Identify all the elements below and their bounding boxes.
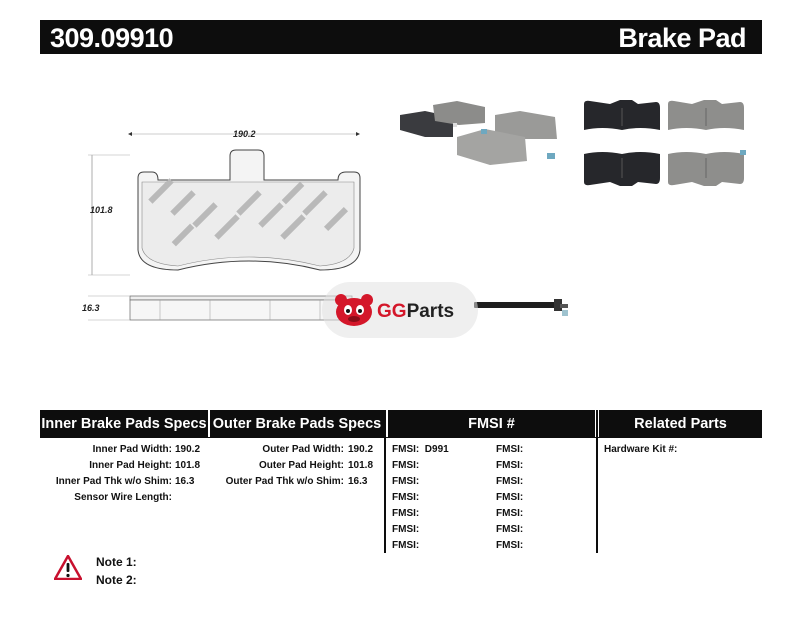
spec-row xyxy=(210,442,384,458)
outer-specs-list xyxy=(210,442,384,490)
related-row xyxy=(604,442,760,458)
fmsi-label: FMSI: xyxy=(392,508,420,519)
height-dimension: 101.8 xyxy=(90,205,113,215)
fmsi-row xyxy=(496,522,592,538)
note-1 xyxy=(96,555,137,569)
fmsi-row xyxy=(392,474,492,490)
spec-row xyxy=(40,490,210,506)
fmsi-row xyxy=(496,538,592,554)
fmsi-label: FMSI: xyxy=(496,492,524,503)
product-category: Brake Pad xyxy=(618,23,746,53)
outer-specs-header: Outer Brake Pads Specs xyxy=(210,410,384,438)
spec-label: Sensor Wire Length: xyxy=(74,492,172,503)
fmsi-label: FMSI: xyxy=(392,540,420,551)
spec-label: Inner Pad Height: xyxy=(89,460,172,471)
spec-value: 16.3 xyxy=(348,476,368,487)
fmsi-label: FMSI: xyxy=(496,476,524,487)
product-photo-faces xyxy=(580,96,748,188)
fmsi-label: FMSI: xyxy=(496,508,524,519)
spec-label: Inner Pad Thk w/o Shim: xyxy=(55,476,172,487)
product-photo-gray xyxy=(395,95,570,175)
spec-row xyxy=(210,474,384,490)
note-2 xyxy=(96,573,137,587)
related-parts-list xyxy=(604,442,760,458)
warning-icon xyxy=(54,555,82,580)
fmsi-label: FMSI: xyxy=(392,524,420,535)
fmsi-row xyxy=(392,458,492,474)
fmsi-list-right xyxy=(496,442,592,554)
spec-row xyxy=(210,458,384,474)
thickness-dimension: 16.3 xyxy=(82,303,100,313)
fmsi-row xyxy=(392,538,492,554)
note-label: Note 1: xyxy=(96,555,137,569)
fmsi-label: FMSI: xyxy=(392,444,420,455)
fmsi-row xyxy=(496,442,592,458)
column-divider xyxy=(384,410,386,553)
spec-value: 101.8 xyxy=(175,460,201,471)
watermark-brand-second: Parts xyxy=(406,301,455,322)
fmsi-label: FMSI: xyxy=(496,524,524,535)
spec-row xyxy=(40,458,210,474)
fmsi-row xyxy=(392,506,492,522)
note-label: Note 2: xyxy=(96,573,137,587)
fmsi-row xyxy=(496,474,592,490)
fmsi-row xyxy=(496,458,592,474)
watermark-text xyxy=(377,301,454,323)
spec-label: Outer Pad Height: xyxy=(258,460,344,471)
fmsi-row xyxy=(496,506,592,522)
inner-specs-list xyxy=(40,442,210,506)
spec-value: 101.8 xyxy=(348,460,374,471)
sensor-wire-image xyxy=(470,296,580,320)
fmsi-value: D991 xyxy=(424,444,449,455)
spec-row xyxy=(40,474,210,490)
spec-row xyxy=(40,442,210,458)
spec-value: 190.2 xyxy=(348,444,374,455)
fmsi-row xyxy=(392,442,492,458)
spec-label: Outer Pad Thk w/o Shim: xyxy=(225,476,344,487)
fmsi-row xyxy=(392,490,492,506)
header-rule xyxy=(40,437,762,438)
spec-label: Inner Pad Width: xyxy=(92,444,172,455)
fmsi-label: FMSI: xyxy=(496,444,524,455)
fmsi-label: FMSI: xyxy=(392,492,420,503)
inner-specs-header: Inner Brake Pads Specs xyxy=(40,410,208,438)
spec-value: 190.2 xyxy=(175,444,201,455)
fmsi-label: FMSI: xyxy=(496,460,524,471)
column-divider xyxy=(596,410,598,553)
fmsi-row xyxy=(392,522,492,538)
spec-label: Outer Pad Width: xyxy=(262,444,344,455)
part-number: 309.09910 xyxy=(50,23,174,53)
fmsi-label: FMSI: xyxy=(392,476,420,487)
fmsi-row xyxy=(496,490,592,506)
fmsi-list-left xyxy=(392,442,492,554)
ggparts-logo-icon xyxy=(333,292,375,328)
watermark-brand-first: GG xyxy=(377,301,407,322)
related-parts-header: Related Parts xyxy=(599,410,762,438)
fmsi-label: FMSI: xyxy=(392,460,420,471)
spec-value: 16.3 xyxy=(175,476,195,487)
related-label: Hardware Kit #: xyxy=(604,444,678,455)
fmsi-header: FMSI # xyxy=(388,410,595,438)
width-dimension: 190.2 xyxy=(233,129,256,139)
fmsi-label: FMSI: xyxy=(496,540,524,551)
